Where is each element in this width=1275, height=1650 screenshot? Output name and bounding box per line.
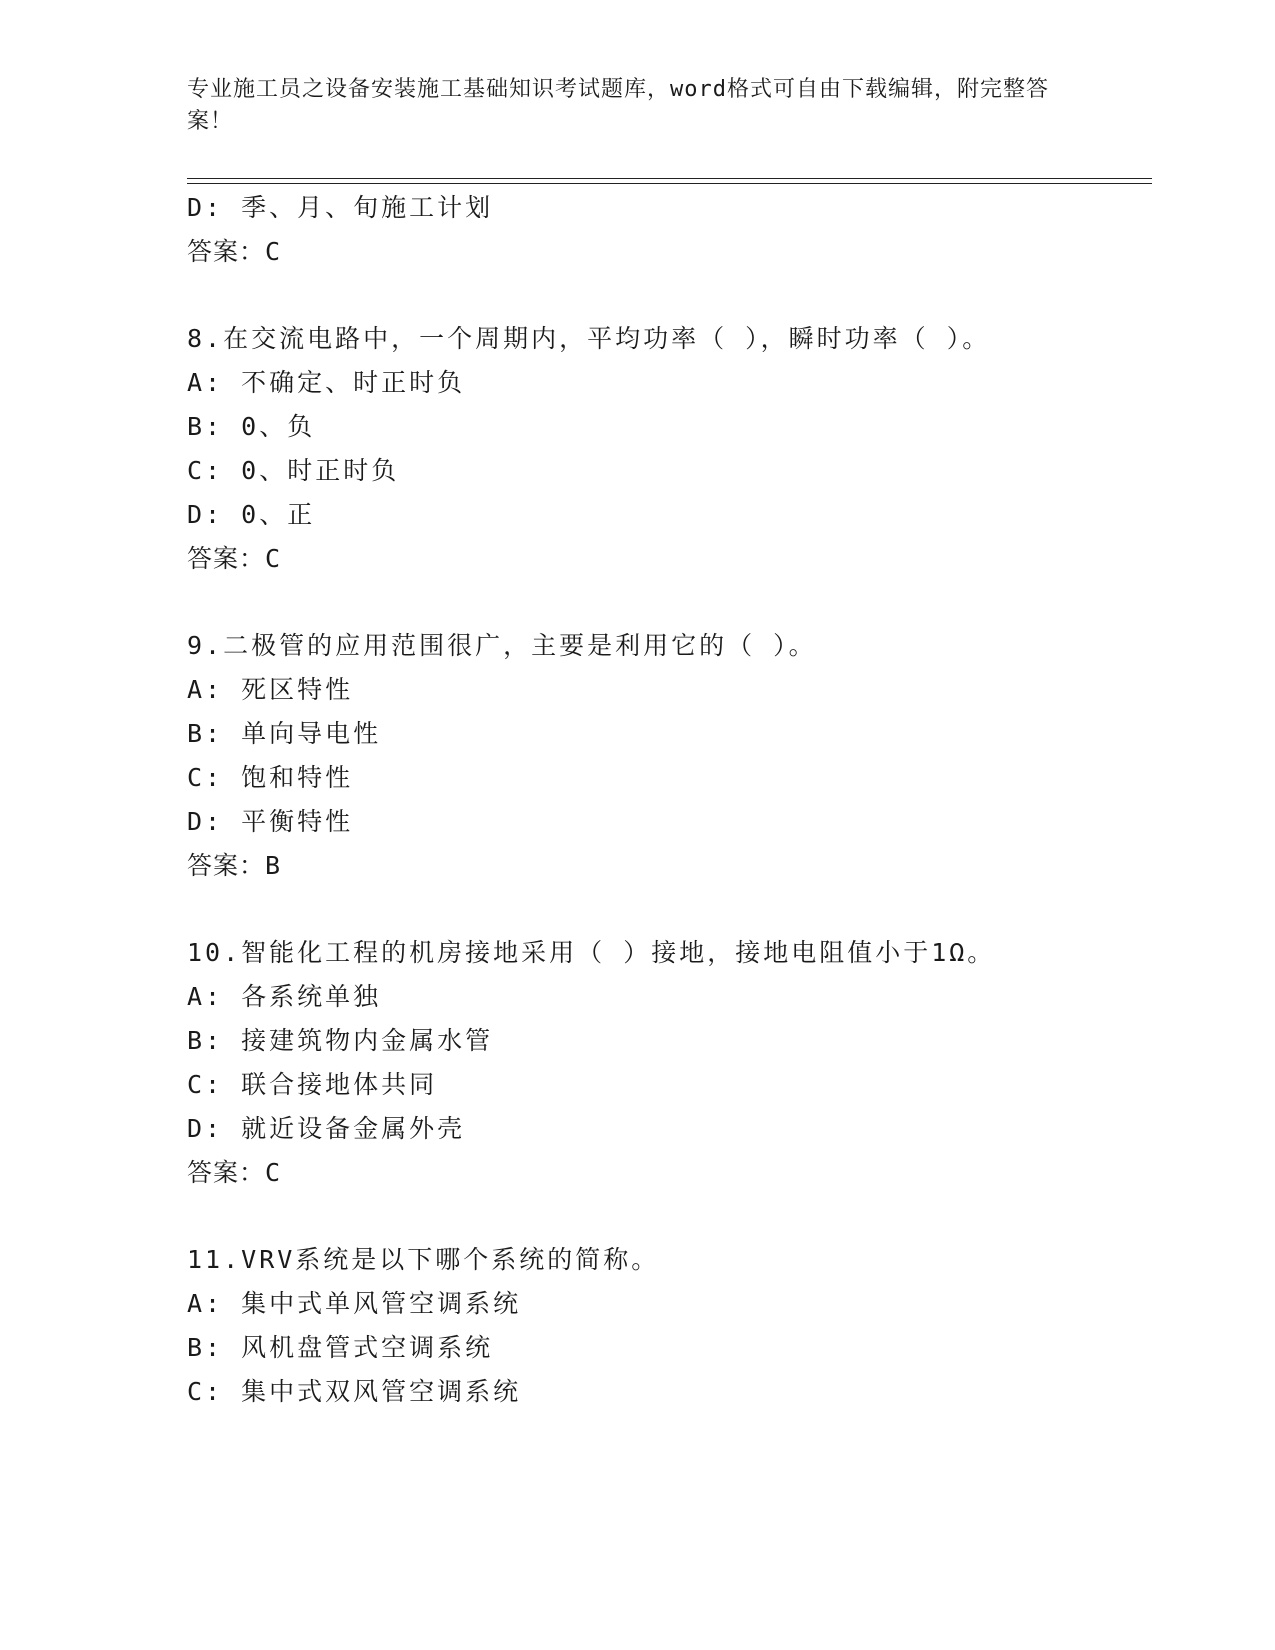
question-10-stem: 10.智能化工程的机房接地采用（ ）接地，接地电阻值小于1Ω。 [187,938,996,967]
question-10-option-b: B: 接建筑物内金属水管 [187,1026,494,1055]
question-8-option-a: A: 不确定、时正时负 [187,368,466,397]
answer-value: B [265,851,282,880]
question-8-option-b: B: 0、负 [187,412,316,441]
question-8-option-c: C: 0、时正时负 [187,456,400,485]
header-rule-bottom [187,183,1152,184]
answer-label: 答案： [187,237,266,266]
question-11-option-c: C: 集中式双风管空调系统 [187,1377,522,1406]
answer-prev [187,237,281,267]
question-9-option-a: A: 死区特性 [187,675,354,704]
option-d-prev: D: 季、月、旬施工计划 [187,193,494,222]
document-header [187,74,1067,138]
question-10-option-c: C: 联合接地体共同 [187,1070,438,1099]
question-11-option-b: B: 风机盘管式空调系统 [187,1333,494,1362]
question-9-option-c: C: 饱和特性 [187,763,354,792]
question-8-answer [187,544,281,574]
answer-value: C [265,544,282,573]
header-rule-top [187,178,1152,179]
question-10-answer [187,1158,281,1188]
answer-label: 答案： [187,851,266,880]
question-10-option-d: D: 就近设备金属外壳 [187,1114,466,1143]
answer-value: C [265,237,282,266]
question-9-answer [187,851,281,881]
answer-value: C [265,1158,282,1187]
question-9-option-d: D: 平衡特性 [187,807,354,836]
question-9-stem: 9.二极管的应用范围很广，主要是利用它的（ ）。 [187,631,817,660]
question-11-stem: 11.VRV系统是以下哪个系统的简称。 [187,1245,660,1274]
answer-label: 答案： [187,544,266,573]
question-11-option-a: A: 集中式单风管空调系统 [187,1289,522,1318]
question-9-option-b: B: 单向导电性 [187,719,382,748]
answer-label: 答案： [187,1158,266,1187]
header-text: 专业施工员之设备安装施工基础知识考试题库，word格式可自由下载编辑，附完整答案！ [187,77,1049,134]
question-8-option-d: D: 0、正 [187,500,316,529]
question-8-stem: 8.在交流电路中，一个周期内，平均功率（ ），瞬时功率（ ）。 [187,324,991,353]
question-10-option-a: A: 各系统单独 [187,982,382,1011]
